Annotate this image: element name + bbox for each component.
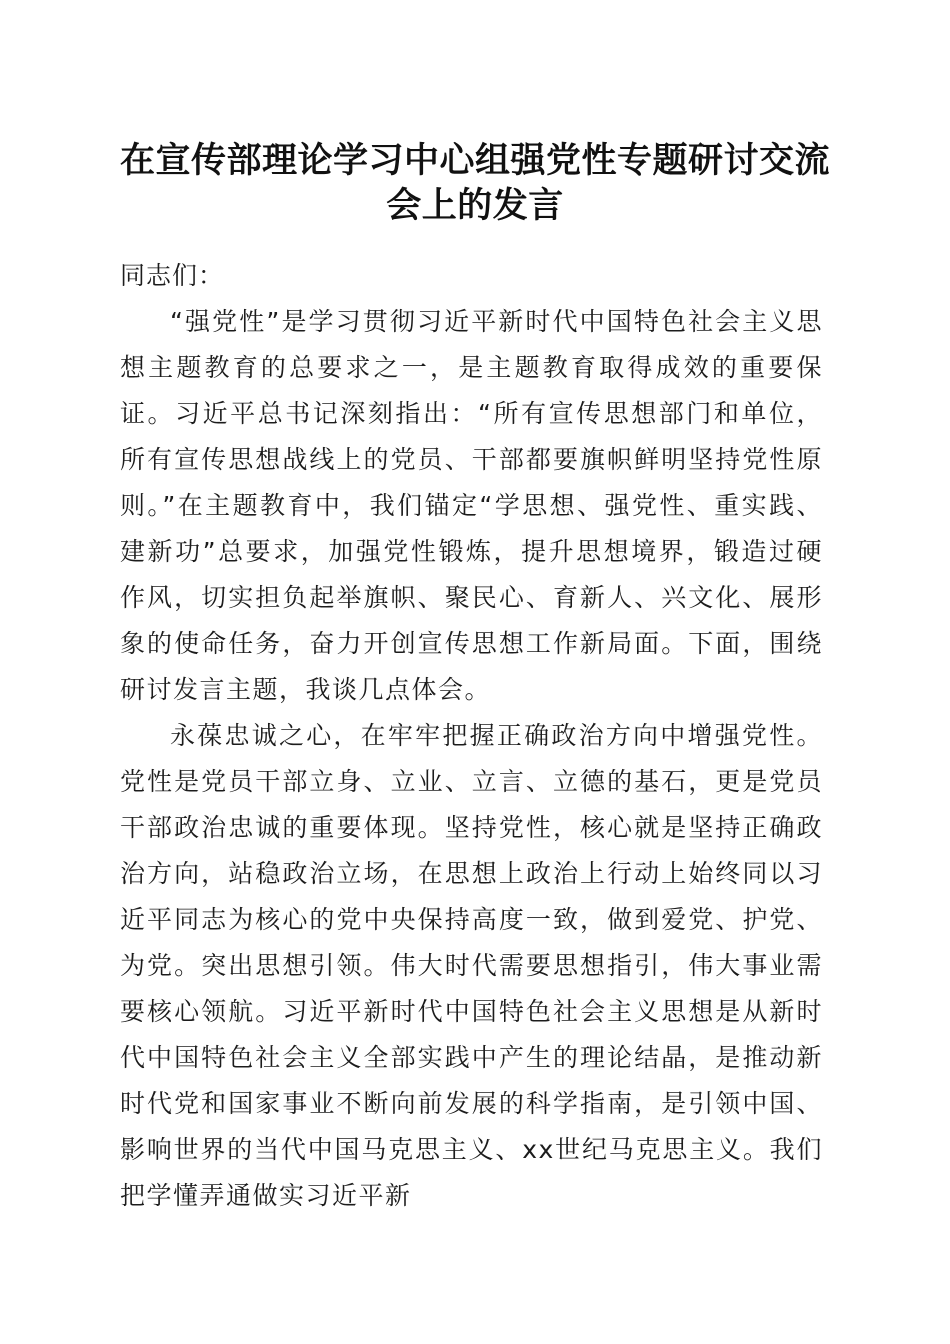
paragraph-loyalty: 永葆忠诚之心，在牢牢把握正确政治方向中增强党性。党性是党员干部立身、立业、立言、立德的基石，更是党员干部政治忠诚的重要体现。坚持党性，核心就是坚持正确政治方向，站稳政治立场，在思想上政治上行动上始终同以习近平同志为核心的党中央保持高度一致，做到爱党、护党、为党。突出思想引领。伟大时代需要思想指引，伟大事业需要核心领航。习近平新时代中国特色社会主义思想是从新时代中国特色社会主义全部实践中产生的理论结晶，是推动新时代党和国家事业不断向前发展的科学指南，是引领中国、影响世界的当代中国马克思主义、xx世纪马克思主义。我们把学懂弄通做实习近平新	[120, 721, 823, 1210]
paragraph-intro: “强党性”是学习贯彻习近平新时代中国特色社会主义思想主题教育的总要求之一，是主题教育取得成效的重要保证。习近平总书记深刻指出：“所有宣传思想部门和单位，所有宣传思想战线上的党员、干部都要旗帜鲜明坚持党性原则。”在主题教育中，我们锚定“学思想、强党性、重实践、建新功”总要求，加强党性锻炼，提升思想境界，锻造过硬作风，切实担负起举旗帜、聚民心、育新人、兴文化、展形象的使命任务，奋力开创宣传思想工作新局面。下面，围绕研讨发言主题，我谈几点体会。	[120, 307, 823, 704]
document-title: 在宣传部理论学习中心组强党性专题研讨交流会上的发言	[119, 140, 830, 226]
document-body	[120, 253, 823, 1219]
salutation: 同志们：	[120, 261, 225, 290]
